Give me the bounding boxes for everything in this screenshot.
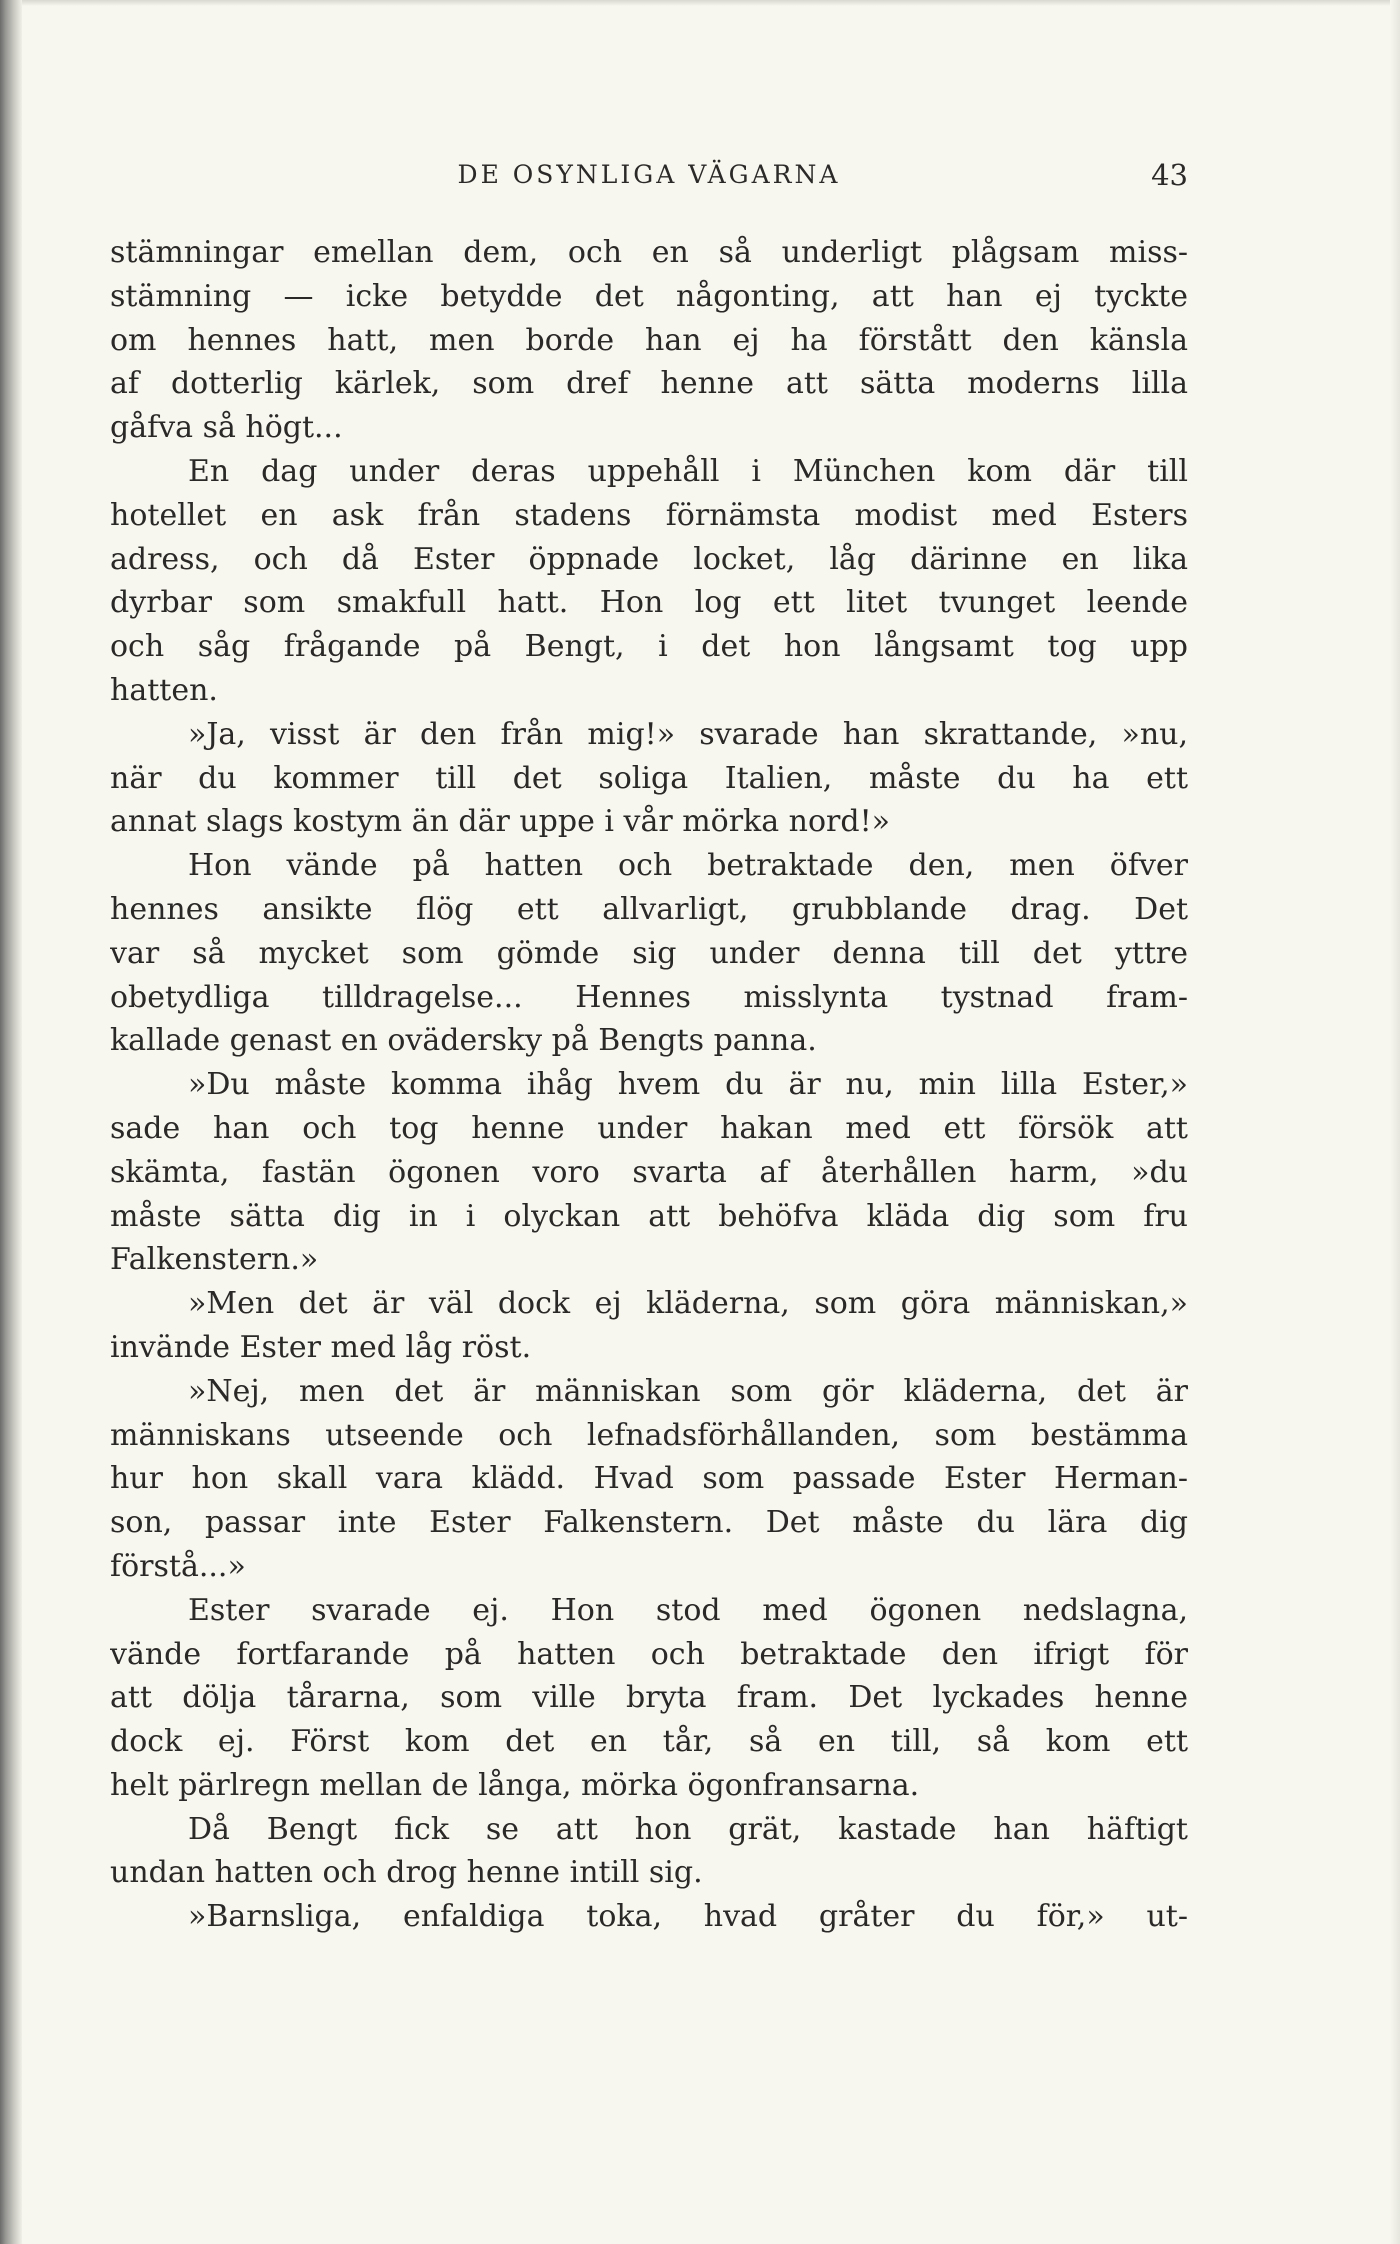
text-line: hotellet en ask från stadens förnämsta modist med Esters [110,497,1188,533]
text-line: Då Bengt fick se att hon grät, kastade han häftigt [188,1811,1188,1847]
text-line: »Ja, visst är den från mig!» svarade han skrattande, »nu, [188,716,1188,752]
text-line: Ester svarade ej. Hon stod med ögonen nedslagna, [188,1592,1188,1628]
text-line: obetydliga tilldragelse... Hennes misslynta tystnad fram- [110,979,1188,1015]
text-line: skämta, fastän ögonen voro svarta af återhållen harm, »du [110,1154,1188,1190]
text-line: hatten. [110,672,218,708]
book-binding-shadow [0,0,22,2244]
text-line: invände Ester med låg röst. [110,1329,532,1365]
text-line: stämning — icke betydde det någonting, att han ej tyckte [110,278,1188,314]
page-right-edge [1390,0,1400,2244]
text-line: om hennes hatt, men borde han ej ha förstått den känsla [110,322,1188,358]
text-line: stämningar emellan dem, och en så underligt plågsam miss- [110,235,1188,270]
text-line: vände fortfarande på hatten och betraktade den ifrigt för [110,1636,1188,1672]
text-line: måste sätta dig in i olyckan att behöfva kläda dig som fru [110,1198,1188,1234]
text-line: »Barnsliga, enfaldiga toka, hvad gråter du för,» ut- [188,1899,1188,1935]
page-number: 43 [1151,158,1188,192]
text-line: människans utseende och lefnadsförhållanden, som bestämma [110,1417,1188,1453]
text-line: dock ej. Först kom det en tår, så en till, så kom ett [110,1724,1188,1760]
text-line: undan hatten och drog henne intill sig. [110,1855,703,1891]
text-line: kallade genast en ovädersky på Bengts panna. [110,1023,817,1059]
body-text [110,231,1188,1939]
text-line: dyrbar som smakfull hatt. Hon log ett litet tvunget leende [110,585,1188,621]
text-line: annat slags kostym än där uppe i vår mörka nord!» [110,804,890,840]
text-line: när du kommer till det soliga Italien, måste du ha ett [110,760,1188,796]
text-line: helt pärlregn mellan de långa, mörka ögonfransarna. [110,1767,920,1803]
text-line: »Nej, men det är människan som gör kläderna, det är [188,1373,1188,1409]
text-line: och såg frågande på Bengt, i det hon långsamt tog upp [110,629,1188,665]
running-title: DE OSYNLIGA VÄGARNA [457,160,841,189]
text-line: hennes ansikte flög ett allvarligt, grubblande drag. Det [110,891,1188,927]
text-line: förstå...» [110,1548,246,1584]
text-line: hur hon skall vara klädd. Hvad som passade Ester Herman- [110,1461,1188,1497]
text-line: »Men det är väl dock ej kläderna, som göra människan,» [188,1286,1188,1322]
page-header [110,154,1188,194]
text-line: son, passar inte Ester Falkenstern. Det måste du lära dig [110,1505,1188,1541]
text-line: var så mycket som gömde sig under denna till det yttre [110,935,1188,971]
text-line: En dag under deras uppehåll i München kom där till [188,453,1188,489]
text-line: adress, och då Ester öppnade locket, låg därinne en lika [110,541,1188,577]
text-line: »Du måste komma ihåg hvem du är nu, min lilla Ester,» [188,1067,1188,1103]
text-line: sade han och tog henne under hakan med ett försök att [110,1110,1188,1146]
page-top-edge [22,0,1400,6]
text-line: af dotterlig kärlek, som dref henne att sätta moderns lilla [110,366,1188,402]
text-line: gåfva så högt... [110,410,343,446]
text-line: Hon vände på hatten och betraktade den, men öfver [188,848,1188,884]
text-line: Falkenstern.» [110,1242,319,1278]
text-line: att dölja tårarna, som ville bryta fram. Det lyckades henne [110,1680,1188,1716]
